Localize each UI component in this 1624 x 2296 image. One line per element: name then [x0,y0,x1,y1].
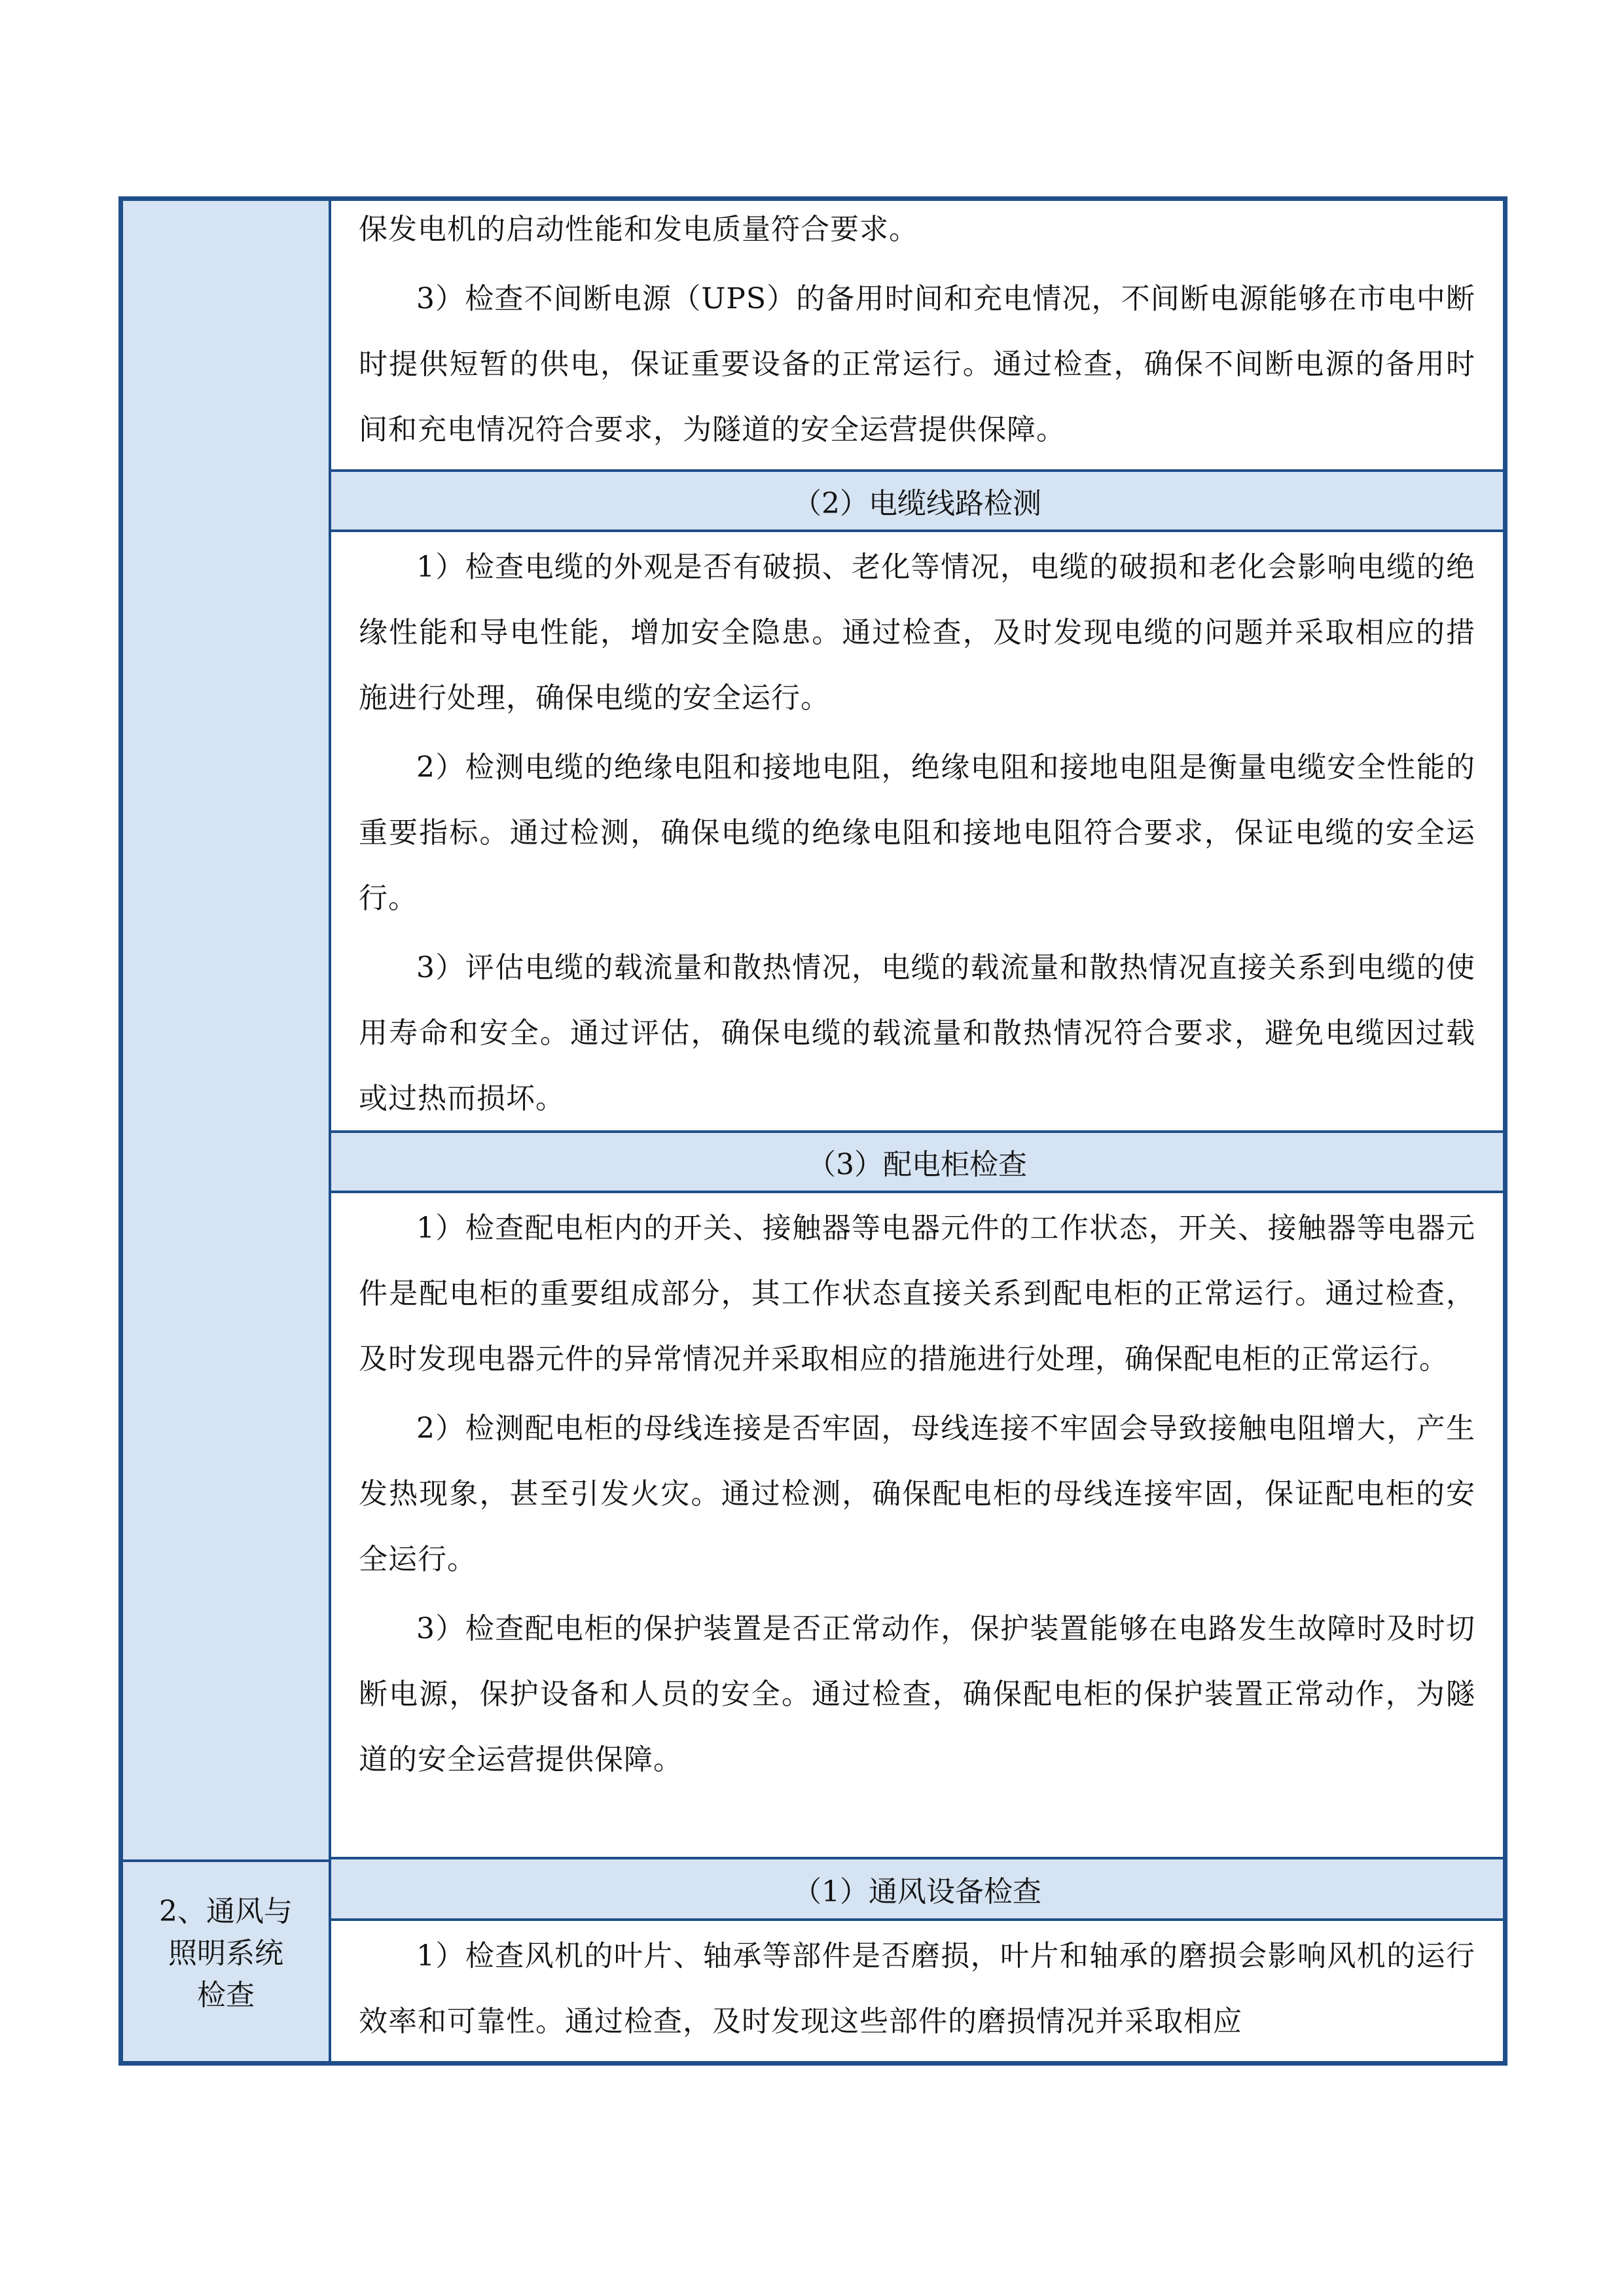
subsection-header-ventilation [331,1857,1503,1921]
subsection-header-cable [331,469,1503,532]
content-cell-power [331,197,1503,469]
section-label [123,1891,329,2017]
subsection-header-text: （3）配电柜检查 [807,1148,1027,1181]
left-row-divider [123,1859,329,1862]
inspection-table [118,196,1507,2066]
paragraph: 2）检测配电柜的母线连接是否牢固，母线连接不牢固会导致接触电阻增大，产生发热现象，甚至引发火灾。通过检测，确保配电柜的母线连接牢固，保证配电柜的安全运行。 [359,1412,1475,1576]
section-label-line: 2、通风与 [159,1895,293,1928]
section-label-line: 检查 [197,1979,255,2012]
paragraph: 3）检查不间断电源（UPS）的备用时间和充电情况，不间断电源能够在市电中断时提供短暂的供电，保证重要设备的正常运行。通过检查，确保不间断电源的备用时间和充电情况符合要求，为隧道的安全运营提供保障。 [359,282,1475,446]
subsection-header-text: （2）电缆线路检测 [793,487,1041,520]
paragraph: 2）检测电缆的绝缘电阻和接地电阻，绝缘电阻和接地电阻是衡量电缆安全性能的重要指标。通过检测，确保电缆的绝缘电阻和接地电阻符合要求，保证电缆的安全运行。 [359,751,1475,915]
content-cell-ventilation [331,1924,1503,2061]
content-cell-cable [331,535,1503,1128]
content-cell-cabinet [331,1196,1503,1857]
content-column [331,201,1503,2061]
subsection-header-text: （1）通风设备检查 [793,1875,1041,1909]
paragraph: 保发电机的启动性能和发电质量符合要求。 [359,213,918,246]
paragraph: 1）检查电缆的外观是否有破损、老化等情况，电缆的破损和老化会影响电缆的绝缘性能和导电性能，增加安全隐患。通过检查，及时发现电缆的问题并采取相应的措施进行处理，确保电缆的安全运行。 [359,550,1475,715]
paragraph: 1）检查配电柜内的开关、接触器等电器元件的工作状态，开关、接触器等电器元件是配电柜的重要组成部分，其工作状态直接关系到配电柜的正常运行。通过检查，及时发现电器元件的异常情况并采取相应的措施进行处理，确保配电柜的正常运行。 [359,1211,1475,1376]
paragraph: 3）评估电缆的载流量和散热情况，电缆的载流量和散热情况直接关系到电缆的使用寿命和安全。通过评估，确保电缆的载流量和散热情况符合要求，避免电缆因过载或过热而损坏。 [359,951,1475,1115]
paragraph: 3）检查配电柜的保护装置是否正常动作，保护装置能够在电路发生故障时及时切断电源，保护设备和人员的安全。通过检查，确保配电柜的保护装置正常动作，为隧道的安全运营提供保障。 [359,1612,1475,1776]
section-label-column [123,201,331,2061]
paragraph: 1）检查风机的叶片、轴承等部件是否磨损，叶片和轴承的磨损会影响风机的运行效率和可靠性。通过检查，及时发现这些部件的磨损情况并采取相应 [359,1939,1475,2038]
subsection-header-cabinet [331,1130,1503,1193]
section-label-line: 照明系统 [168,1937,283,1970]
